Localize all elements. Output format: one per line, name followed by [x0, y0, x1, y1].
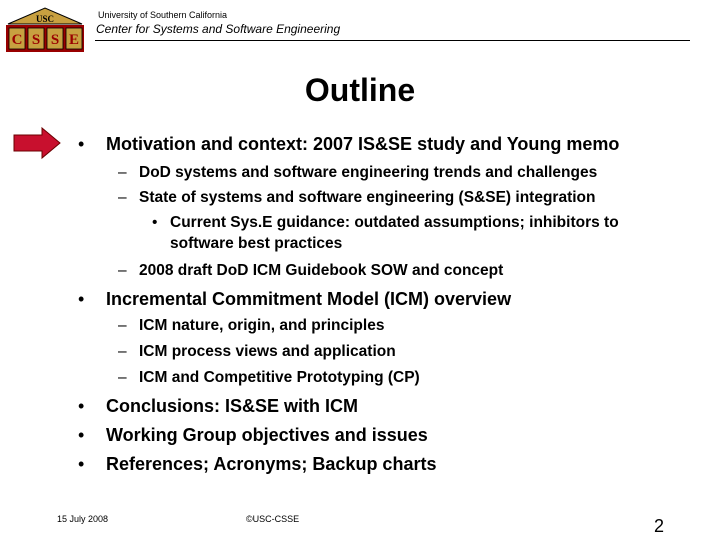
bullet-marker: • — [78, 396, 85, 416]
outline-subitem-icm-process: ICM process views and application — [139, 343, 396, 360]
outline-subitem-icm-nature: ICM nature, origin, and principles — [139, 317, 385, 334]
outline-subsubitem-syse-guidance-cont: software best practices — [170, 235, 343, 252]
header-divider — [95, 40, 690, 41]
dash-marker: – — [118, 343, 127, 360]
outline-item-motivation: Motivation and context: 2007 IS&SE study and Young memo — [106, 134, 620, 154]
logo-usc-text: USC — [35, 14, 55, 24]
outline-subitem-sse-integration: State of systems and software engineering (S&SE) integration — [139, 189, 596, 206]
current-section-arrow-icon — [12, 126, 62, 160]
outline-item-references: References; Acronyms; Backup charts — [106, 454, 437, 474]
logo-letter-s1: S — [31, 32, 41, 48]
page-number: 2 — [654, 516, 665, 536]
dash-marker: – — [118, 369, 127, 386]
logo-letter-e: E — [68, 32, 80, 48]
university-name: University of Southern California — [98, 10, 228, 20]
logo-letter-c: C — [11, 32, 23, 48]
dash-marker: – — [118, 164, 127, 181]
bullet-marker: • — [78, 425, 85, 445]
bullet-marker: • — [152, 214, 158, 231]
usc-csse-logo — [4, 4, 86, 54]
bullet-marker: • — [78, 134, 85, 154]
outline-subitem-icm-guidebook: 2008 draft DoD ICM Guidebook SOW and concept — [139, 262, 504, 279]
footer-date: 15 July 2008 — [57, 514, 109, 524]
footer-copyright: ©USC-CSSE — [246, 514, 300, 524]
outline-item-icm-overview: Incremental Commitment Model (ICM) overview — [106, 289, 512, 309]
dash-marker: – — [118, 262, 127, 279]
slide-title: Outline — [304, 72, 416, 108]
bullet-marker: • — [78, 454, 85, 474]
outline-subsubitem-syse-guidance: Current Sys.E guidance: outdated assumptions; inhibitors to — [170, 214, 619, 231]
dash-marker: – — [118, 189, 127, 206]
outline-item-working-group: Working Group objectives and issues — [106, 425, 428, 445]
center-name: Center for Systems and Software Engineering — [96, 22, 341, 36]
dash-marker: – — [118, 317, 127, 334]
outline-subitem-icm-cp: ICM and Competitive Prototyping (CP) — [139, 369, 420, 386]
logo-letter-s2: S — [50, 32, 60, 48]
bullet-marker: • — [78, 289, 85, 309]
outline-subitem-dod-trends: DoD systems and software engineering trends and challenges — [139, 164, 598, 181]
outline-item-conclusions: Conclusions: IS&SE with ICM — [106, 396, 359, 416]
